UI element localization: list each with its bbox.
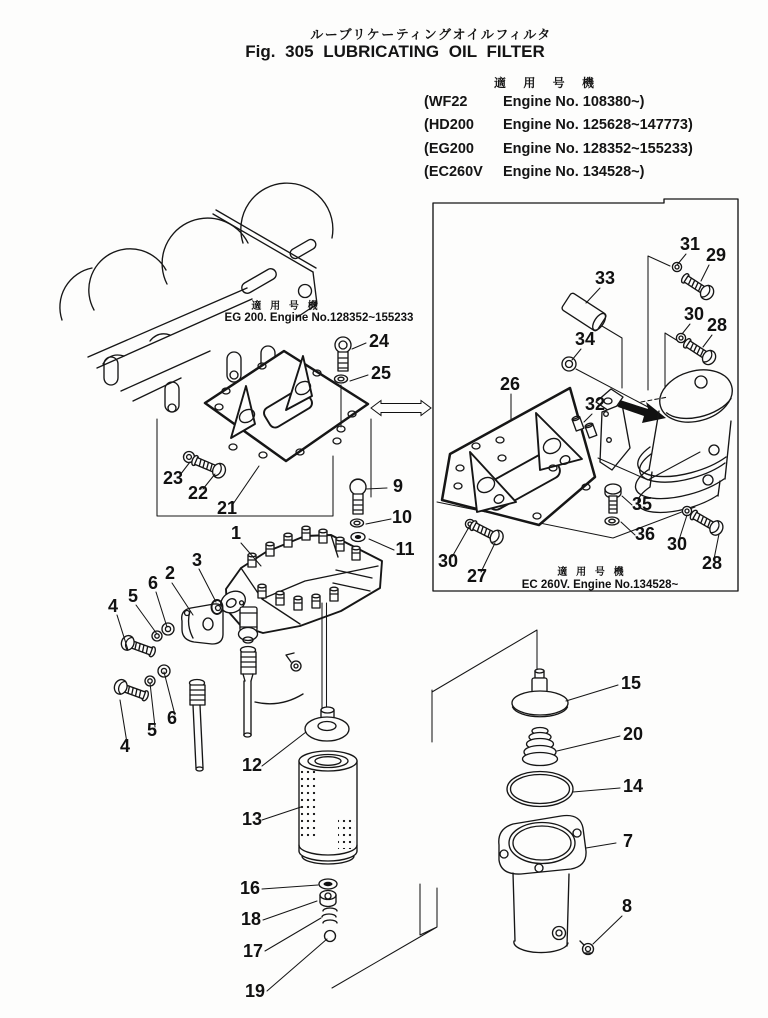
callout-32: 32 <box>584 394 606 414</box>
bolt-35 <box>605 484 621 513</box>
callout-7: 7 <box>622 831 634 851</box>
inset-ec260v-header: 適 用 号 機 <box>557 567 627 578</box>
gland-18 <box>320 891 336 907</box>
callout-4: 4 <box>107 596 119 616</box>
callout-30: 30 <box>683 304 705 324</box>
figure-title-japanese: ルーブリケーティングオイルフィルタ <box>310 27 552 42</box>
applicability-row: (EG200 Engine No. 128352~155233) <box>424 140 693 157</box>
callout-1: 1 <box>230 523 242 543</box>
element-13 <box>299 751 357 864</box>
callout-24: 24 <box>368 331 390 351</box>
callout-28: 28 <box>701 553 723 573</box>
bolt-28 <box>681 336 718 367</box>
callout-35: 35 <box>631 494 653 514</box>
tube-clip <box>286 653 301 671</box>
applicability-row: (WF22 Engine No. 108380~) <box>424 94 645 110</box>
figure-title: Fig. 305 LUBRICATING OIL FILTER <box>245 42 545 61</box>
bolt-27 <box>468 518 506 547</box>
applicability-header: 適 用 号 機 <box>494 76 602 90</box>
inset-eg200-header: 適 用 号 機 <box>251 301 321 312</box>
callout-18: 18 <box>240 909 262 929</box>
washer-6a <box>162 623 174 635</box>
spacer-33 <box>561 292 608 332</box>
washer-30b <box>682 506 691 515</box>
bolt-24 <box>335 337 351 371</box>
callout-16: 16 <box>239 878 261 898</box>
callout-31: 31 <box>679 234 701 254</box>
callout-12: 12 <box>241 755 263 775</box>
callout-36: 36 <box>634 524 656 544</box>
washer-6b <box>158 665 170 677</box>
callout-19: 19 <box>244 981 266 1001</box>
tube-union-left <box>190 680 206 772</box>
bolt-9 <box>350 479 366 514</box>
bolt-washer-sets <box>112 623 174 704</box>
bolt-28b <box>688 507 726 537</box>
bolt-22 <box>190 453 228 480</box>
callout-22: 22 <box>187 483 209 503</box>
applicability-row: (EC260V Engine No. 134528~) <box>424 164 645 181</box>
callout-6: 6 <box>147 573 159 593</box>
washer-16 <box>319 879 337 889</box>
washer-30 <box>676 333 685 342</box>
filter-head-assembly <box>182 479 382 771</box>
washer-25 <box>335 375 348 383</box>
callout-5: 5 <box>127 586 139 606</box>
callout-17: 17 <box>242 941 264 961</box>
callout-5: 5 <box>146 720 158 740</box>
spring-17 <box>322 908 337 923</box>
washer-5a <box>152 631 162 641</box>
callout-28: 28 <box>706 315 728 335</box>
inset-eg200-label: EG 200. Engine No.128352~155233 <box>224 312 414 324</box>
case-7 <box>499 816 586 953</box>
callout-26: 26 <box>499 374 521 394</box>
callout-33: 33 <box>594 268 616 288</box>
washer-36 <box>605 517 619 525</box>
inset-ec260v-label: EC 260V. Engine No.134528~ <box>521 579 679 591</box>
bracket-26 <box>442 388 595 525</box>
callout-20: 20 <box>622 724 644 744</box>
washer-10 <box>351 519 364 527</box>
callout-23: 23 <box>162 468 184 488</box>
callout-8: 8 <box>621 896 633 916</box>
callout-30: 30 <box>666 534 688 554</box>
outlet-fitting <box>239 607 258 643</box>
callout-4: 4 <box>119 736 131 756</box>
callout-10: 10 <box>391 507 413 527</box>
drain-plug-8 <box>580 941 594 955</box>
spring-seat-20 <box>523 728 558 766</box>
callout-13: 13 <box>241 809 263 829</box>
washer-31 <box>672 262 681 271</box>
bolt-29 <box>679 271 716 302</box>
callout-27: 27 <box>466 566 488 586</box>
elbow-2 <box>182 604 223 644</box>
cap-15 <box>512 669 568 717</box>
callout-9: 9 <box>392 476 404 496</box>
gasket-14 <box>507 772 573 807</box>
applicability-row: (HD200 Engine No. 125628~147773) <box>424 117 693 134</box>
callout-11: 11 <box>395 539 415 559</box>
seat-disc-12 <box>305 707 349 741</box>
callout-25: 25 <box>370 363 392 383</box>
callout-21: 21 <box>216 498 238 518</box>
callout-14: 14 <box>622 776 644 796</box>
canister-detail-group <box>499 669 594 955</box>
callout-30: 30 <box>437 551 459 571</box>
callout-2: 2 <box>164 563 176 583</box>
washer-11 <box>351 533 365 542</box>
mount-bracket-21 <box>184 337 369 480</box>
callout-6: 6 <box>166 708 178 728</box>
callout-15: 15 <box>620 673 642 693</box>
filter-element-group <box>299 707 357 942</box>
callout-3: 3 <box>191 550 203 570</box>
callout-34: 34 <box>574 329 596 349</box>
washer-34 <box>562 357 576 371</box>
reference-arrow <box>371 401 431 416</box>
tube-union <box>241 647 257 738</box>
callout-29: 29 <box>705 245 727 265</box>
